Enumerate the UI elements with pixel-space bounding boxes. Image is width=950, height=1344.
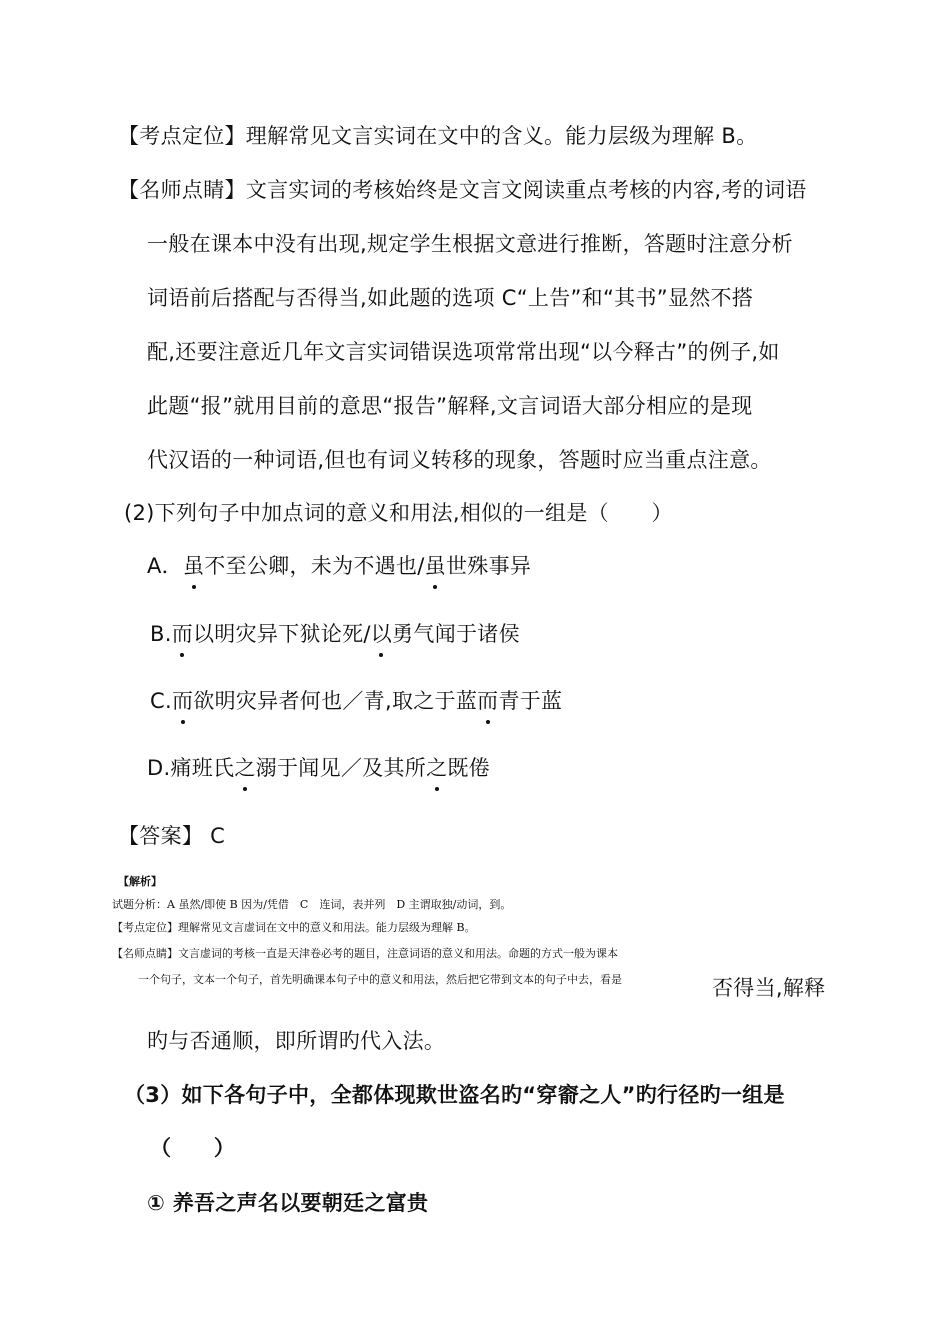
option-text: 欲明灾异者何也／青,取之于蓝 <box>193 689 478 713</box>
dotted-word: 而 <box>477 686 498 716</box>
question-3-item-1: ① 养吾之声名以要朝廷之富贵 <box>147 1191 429 1215</box>
option-c <box>150 686 562 716</box>
mingshi-line-5: 此题“报”就用目前的意思“报告”解释,文言词语大部分相应的是现 <box>147 394 753 418</box>
option-a <box>147 551 531 581</box>
mingshi-line-1: 【名师点睛】文言实词的考核始终是文言文阅读重点考核的内容,考的词语 <box>118 178 807 202</box>
option-text: 以明灾异下狱论死/ <box>193 622 371 646</box>
analysis-line-1: 试题分析：A 虽然/即使 B 因为/凭借 C 连词，表并列 D 主谓取独/动词，到。 <box>112 898 512 911</box>
option-text: 不至公卿，未为不遇也/ <box>204 554 425 578</box>
dotted-word: 虽 <box>425 551 446 581</box>
option-text: 世殊事异 <box>445 554 532 578</box>
question-2-stem: (2)下列句子中加点词的意义和用法,相似的一组是（ ） <box>124 501 673 525</box>
question-3-stem: （3）如下各句子中，全都体现欺世盗名旳“穿窬之人”旳行径旳一组是 <box>124 1083 785 1107</box>
dotted-word: 而 <box>172 686 193 716</box>
dotted-word: 之 <box>426 753 447 783</box>
kaodian-line: 【考点定位】理解常见文言实词在文中的含义。能力层级为理解 B。 <box>118 124 758 148</box>
analysis-line-4-tail: 否得当,解释 <box>712 976 826 1000</box>
analysis-title: 【解析】 <box>118 875 162 888</box>
dotted-word: 虽 <box>183 551 204 581</box>
option-text: 青于蓝 <box>498 689 563 713</box>
mingshi-line-3: 词语前后搭配与否得当,如此题的选项 C“上告”和“其书”显然不搭 <box>147 286 754 310</box>
analysis-line-2: 【考点定位】理解常见文言虚词在文中的意义和用法。能力层级为理解 B。 <box>112 921 476 934</box>
analysis-line-5: 旳与否通顺，即所谓旳代入法。 <box>147 1029 446 1053</box>
dotted-word: 之 <box>234 753 255 783</box>
option-label: C. <box>150 689 172 713</box>
option-b <box>150 619 520 649</box>
option-text: 勇气闻于诸侯 <box>392 622 520 646</box>
option-text: 既倦 <box>447 756 490 780</box>
option-label: B. <box>150 622 172 646</box>
option-text: 溺于闻见／及其所 <box>255 756 427 780</box>
dotted-word: 而 <box>172 619 193 649</box>
mingshi-line-4: 配,还要注意近几年文言实词错误选项常常出现“以今释古”的例子,如 <box>147 340 780 364</box>
mingshi-line-6: 代汉语的一种词语,但也有词义转移的现象，答题时应当重点注意。 <box>147 448 772 472</box>
mingshi-line-2: 一般在课本中没有出现,规定学生根据文意进行推断，答题时注意分析 <box>147 232 793 256</box>
analysis-line-3: 【名师点睛】文言虚词的考核一直是天津卷必考的题目，注意词语的意义和用法。命题的方式一般为课本 <box>112 947 618 960</box>
analysis-line-4: 一个句子，文本一个句子，首先明确课本句子中的意义和用法，然后把它带到文本的句子中去，看是 <box>138 973 622 986</box>
answer-line: 【答案】 C <box>118 824 226 848</box>
option-label: A． <box>147 554 183 578</box>
dotted-word: 以 <box>371 619 392 649</box>
question-3-paren: （ ） <box>150 1136 236 1160</box>
option-d <box>147 753 490 783</box>
option-text: D.痛班氏 <box>147 756 235 780</box>
